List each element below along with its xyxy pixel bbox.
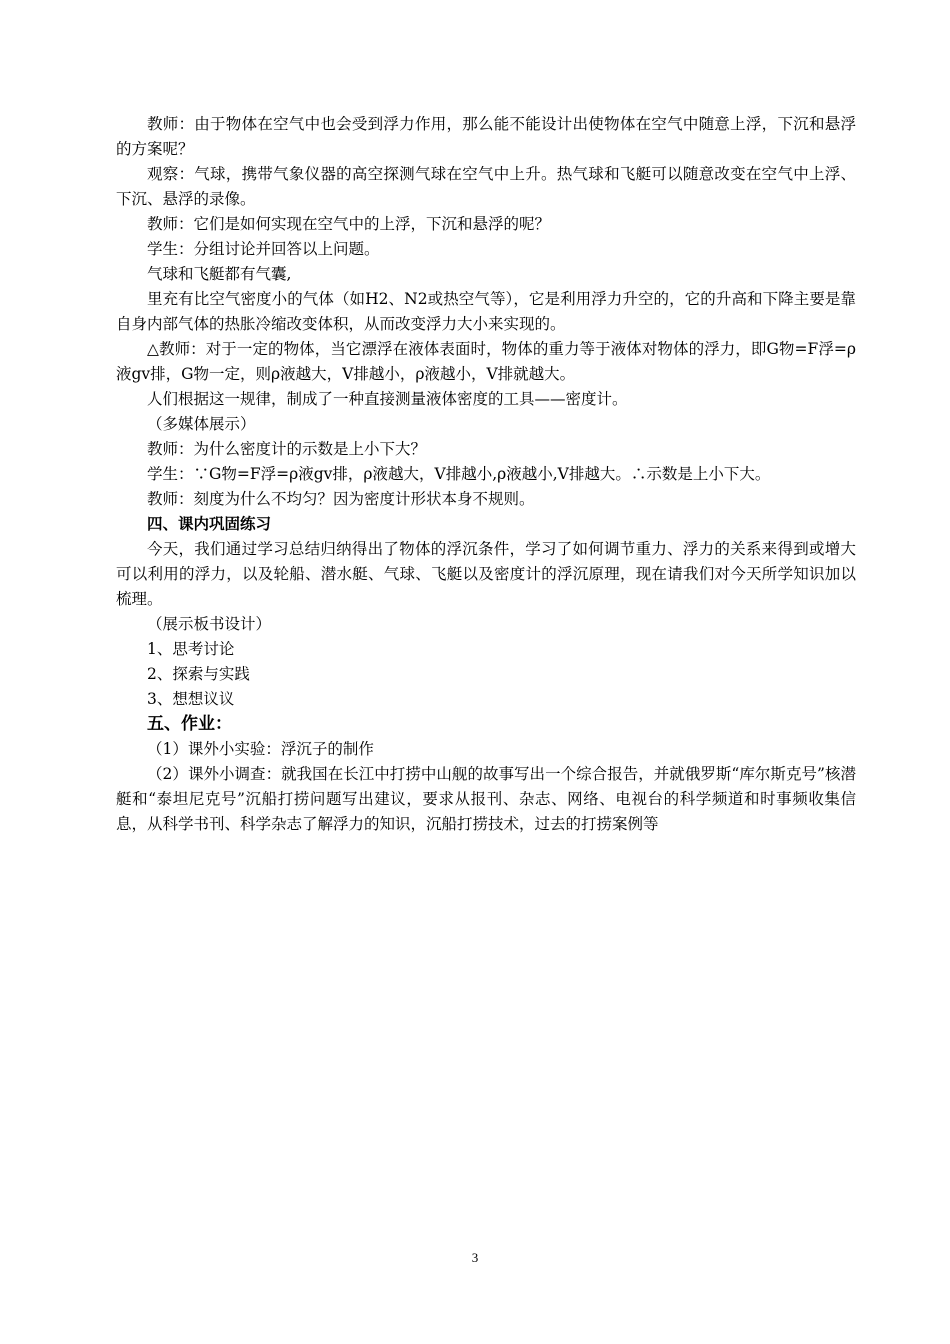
paragraph: 气球和飞艇都有气囊, xyxy=(147,265,292,283)
list-item: 2、探索与实践 xyxy=(147,665,250,683)
paragraph: （多媒体展示） xyxy=(147,415,256,433)
paragraph: （2）课外小调查：就我国在长江中打捞中山舰的故事写出一个综合报告，并就俄罗斯“库尔斯克号”核潜艇和“泰坦尼克号”沉船打捞问题写出建议，要求从报刊、杂志、网络、电视台的科学频道和时事频收集信息，从科学书刊、科学杂志了解浮力的知识，沉船打捞技术，过去的打捞案例等 xyxy=(116,765,856,833)
section-heading-5: 五、作业： xyxy=(147,714,232,734)
paragraph: 教师：刻度为什么不均匀？因为密度计形状本身不规则。 xyxy=(147,490,535,508)
document-body xyxy=(116,112,856,837)
paragraph: 教师：由于物体在空气中也会受到浮力作用，那么能不能设计出使物体在空气中随意上浮，下沉和悬浮的方案呢？ xyxy=(116,115,856,158)
section-heading-4: 四、课内巩固练习 xyxy=(147,515,272,533)
paragraph: 今天，我们通过学习总结归纳得出了物体的浮沉条件，学习了如何调节重力、浮力的关系来得到或增大可以利用的浮力，以及轮船、潜水艇、气球、飞艇以及密度计的浮沉原理，现在请我们对今天所学知识加以梳理。 xyxy=(116,540,856,608)
paragraph: （1）课外小实验：浮沉子的制作 xyxy=(147,740,374,758)
paragraph: 学生：∵G物=F浮=ρ液gv排，ρ液越大，V排越小,ρ液越小,V排越大。∴示数是上小下大。 xyxy=(147,465,771,483)
list-item: 3、想想议议 xyxy=(147,690,235,708)
list-item: 1、思考讨论 xyxy=(147,640,235,658)
paragraph: 里充有比空气密度小的气体（如H2、N2或热空气等），它是利用浮力升空的，它的升高和下降主要是靠自身内部气体的热胀冷缩改变体积，从而改变浮力大小来实现的。 xyxy=(116,290,856,333)
paragraph: 人们根据这一规律，制成了一种直接测量液体密度的工具——密度计。 xyxy=(147,390,628,408)
paragraph: 教师：它们是如何实现在空气中的上浮，下沉和悬浮的呢？ xyxy=(147,215,551,233)
paragraph: 教师：为什么密度计的示数是上小下大？ xyxy=(147,440,427,458)
page-number: 3 xyxy=(471,1250,479,1265)
paragraph: （展示板书设计） xyxy=(147,615,272,633)
paragraph: △教师：对于一定的物体，当它漂浮在液体表面时，物体的重力等于液体对物体的浮力，即G物=F浮=ρ液gv排，G物一定，则ρ液越大，V排越小，ρ液越小，V排就越大。 xyxy=(116,340,856,383)
paragraph: 学生：分组讨论并回答以上问题。 xyxy=(147,240,380,258)
paragraph: 观察：气球，携带气象仪器的高空探测气球在空气中上升。热气球和飞艇可以随意改变在空气中上浮、下沉、悬浮的录像。 xyxy=(116,165,856,208)
